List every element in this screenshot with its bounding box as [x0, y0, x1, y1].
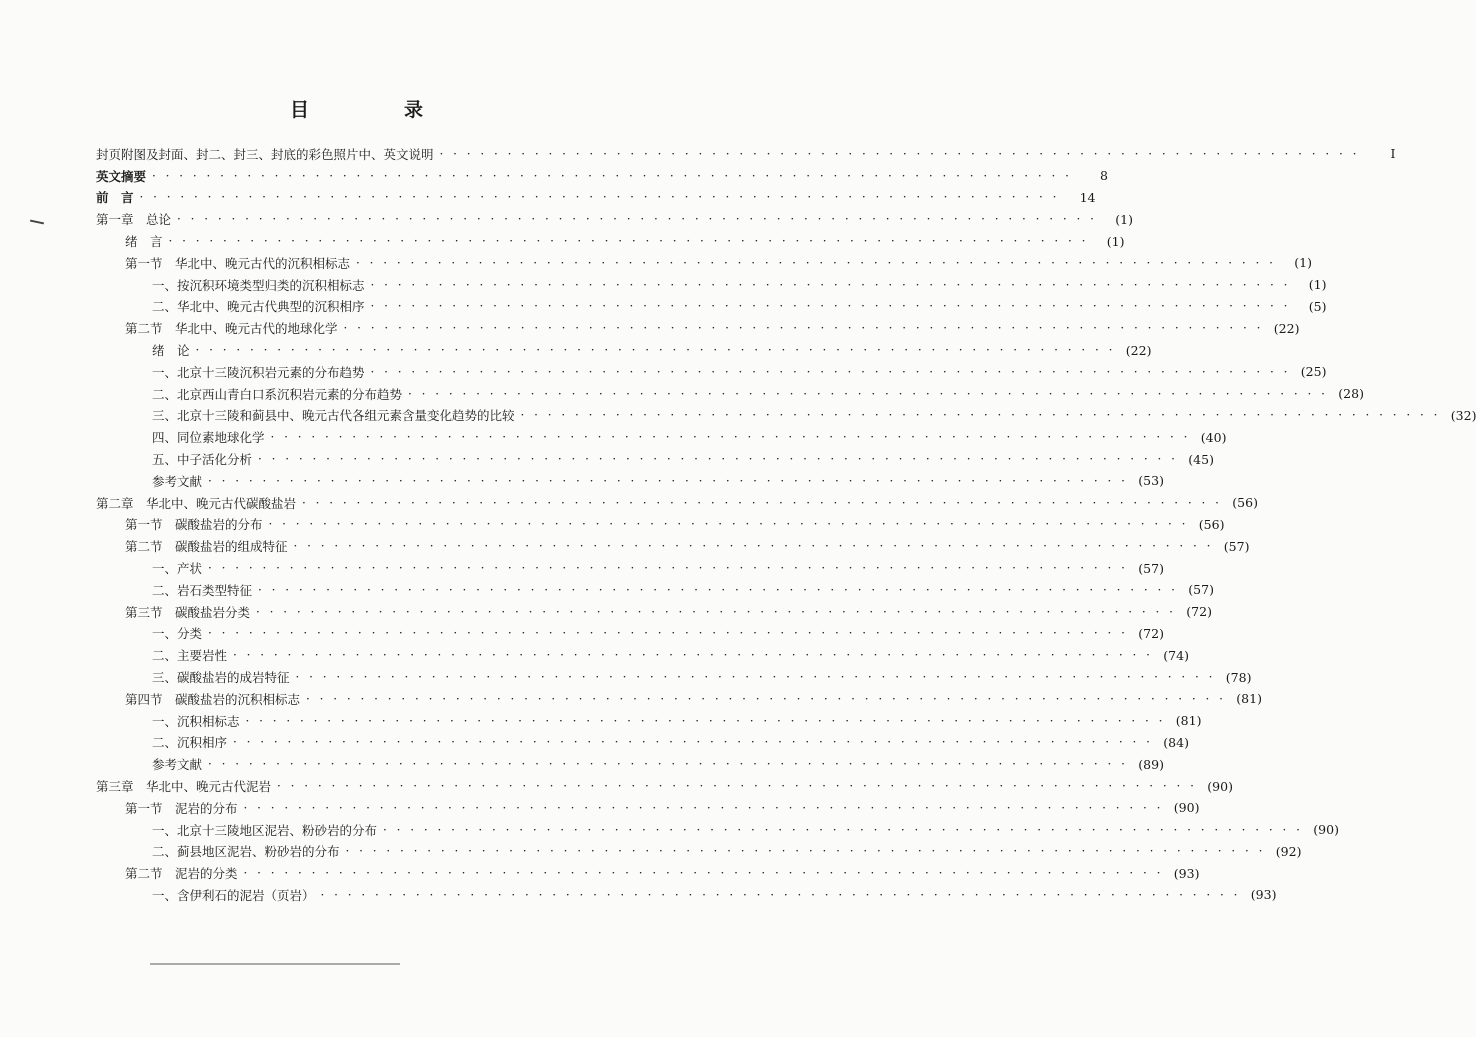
toc-entry-page: (93) — [1173, 865, 1200, 881]
dot-leader: · · · · · · · · · · · · · · · · · · · · · · · · · · · · · · · · · · · · · · · · · · · · · · · · · · · · · · · · · · · · · · · · · · · · — [343, 321, 1264, 336]
toc-entry — [96, 339, 1152, 361]
dot-leader: · · · · · · · · · · · · · · · · · · · · · · · · · · · · · · · · · · · · · · · · · · · · · · · · · · · · · · · · · · · · · · · · · · · · — [258, 452, 1178, 467]
dot-leader: · · · · · · · · · · · · · · · · · · · · · · · · · · · · · · · · · · · · · · · · · · · · · · · · · · · · · · · · · · · · · · · · · · · · — [320, 887, 1241, 902]
dot-leader: · · · · · · · · · · · · · · · · · · · · · · · · · · · · · · · · · · · · · · · · · · · · · · · · · · · · · · · · · · · · · · · · · · · · — [383, 822, 1303, 837]
toc-entry — [96, 208, 1133, 230]
toc-entry-page: (81) — [1236, 691, 1262, 707]
toc-entry-label: 二、华北中、晚元古代典型的沉积相序 — [152, 299, 365, 315]
toc-entry-label: 一、北京十三陵沉积岩元素的分布趋势 — [152, 364, 365, 380]
dot-leader: · · · · · · · · · · · · · · · · · · · · · · · · · · · · · · · · · · · · · · · · · · · · · · · · · · · · · · · · · · · · · · · · · · · · — [208, 626, 1128, 641]
toc-entry-label: 三、北京十三陵和蓟县中、晚元古代各组元素含量变化趋势的比较 — [152, 408, 515, 424]
dot-leader: · · · · · · · · · · · · · · · · · · · · · · · · · · · · · · · · · · · · · · · · · · · · · · · · · · · · · · · · · · · · · · · · · · · · — [306, 691, 1226, 706]
dot-leader: · · · · · · · · · · · · · · · · · · · · · · · · · · · · · · · · · · · · · · · · · · · · · · · · · · · · · · · · · · · · · · · · · · · · — [233, 735, 1153, 750]
toc-entry — [96, 688, 1262, 710]
toc-entry — [96, 819, 1339, 841]
dot-leader: · · · · · · · · · · · · · · · · · · · · · · · · · · · · · · · · · · · · · · · · · · · · · · · · · · · · · · · · · · · · · · · · · · · · — [195, 343, 1116, 358]
toc-entry — [96, 361, 1327, 383]
toc-entry — [96, 514, 1225, 536]
dot-leader: · · · · · · · · · · · · · · · · · · · · · · · · · · · · · · · · · · · · · · · · · · · · · · · · · · · · · · · · · · · · · · · · · · · · — [208, 757, 1128, 772]
toc-entry-label: 第三节 碳酸盐岩分类 — [125, 604, 251, 620]
toc-entry-label: 二、沉积相序 — [152, 735, 228, 751]
toc-entry — [96, 448, 1214, 470]
toc-entry — [96, 732, 1189, 754]
toc-entry-label: 第二节 华北中、晚元古代的地球化学 — [125, 321, 338, 337]
toc-entry-label: 第一节 泥岩的分布 — [125, 800, 238, 816]
toc-entry — [96, 187, 1096, 209]
toc-entry — [96, 230, 1125, 252]
toc-entry — [96, 841, 1302, 863]
dot-leader: · · · · · · · · · · · · · · · · · · · · · · · · · · · · · · · · · · · · · · · · · · · · · · · · · · · · · · · · · · · · · · · · · · · · — [439, 146, 1360, 161]
toc-entry — [96, 470, 1164, 492]
toc-entry-page: (90) — [1207, 778, 1233, 794]
toc-entry — [96, 492, 1258, 514]
toc-entry — [96, 710, 1202, 732]
toc-entry-label: 一、北京十三陵地区泥岩、粉砂岩的分布 — [152, 822, 378, 838]
dot-leader: · · · · · · · · · · · · · · · · · · · · · · · · · · · · · · · · · · · · · · · · · · · · · · · · · · · · · · · · · · · · · · · · · · · · — [356, 255, 1276, 270]
toc-entry-page: (40) — [1200, 429, 1227, 445]
toc-entry-page: (57) — [1188, 582, 1214, 598]
dot-leader: · · · · · · · · · · · · · · · · · · · · · · · · · · · · · · · · · · · · · · · · · · · · · · · · · · · · · · · · · · · · · · · · · · · · — [295, 670, 1216, 685]
toc-entry — [96, 143, 1396, 165]
toc-entry-page: (32) — [1450, 407, 1476, 423]
toc-entry-page: (56) — [1198, 516, 1225, 532]
toc-entry-page: (89) — [1138, 756, 1164, 772]
toc-entry — [96, 666, 1252, 688]
toc-entry-label: 绪 论 — [152, 343, 190, 359]
toc-entry-page: (57) — [1138, 560, 1164, 576]
toc-entry-label: 参考文献 — [152, 473, 203, 489]
toc-entry-label: 参考文献 — [152, 757, 203, 773]
dot-leader: · · · · · · · · · · · · · · · · · · · · · · · · · · · · · · · · · · · · · · · · · · · · · · · · · · · · · · · · · · · · · · · · · · · · — [168, 234, 1089, 249]
toc-entry-label: 五、中子活化分析 — [152, 452, 253, 468]
toc-entry-page: (1) — [1308, 277, 1327, 293]
toc-entry-label: 第四节 碳酸盐岩的沉积相标志 — [125, 691, 301, 707]
dot-leader: · · · · · · · · · · · · · · · · · · · · · · · · · · · · · · · · · · · · · · · · · · · · · · · · · · · · · · · · · · · · · · · · · · · · — [243, 866, 1164, 881]
toc-entry-page: (81) — [1175, 713, 1202, 729]
toc-entry — [96, 383, 1364, 405]
toc-entry-label: 一、按沉积环境类型归类的沉积相标志 — [152, 277, 365, 293]
toc-entry — [96, 623, 1164, 645]
toc-entry — [96, 753, 1164, 775]
toc-entry — [96, 862, 1200, 884]
toc-entry-label: 三、碳酸盐岩的成岩特征 — [152, 670, 290, 686]
toc-entry-label: 一、含伊利石的泥岩（页岩） — [152, 887, 315, 903]
toc-entry-page: I — [1390, 146, 1396, 162]
dot-leader: · · · · · · · · · · · · · · · · · · · · · · · · · · · · · · · · · · · · · · · · · · · · · · · · · · · · · · · · · · · · · · · · · · · · — [243, 800, 1164, 815]
toc-entry-label: 第一节 碳酸盐岩的分布 — [125, 517, 263, 533]
toc-entry — [96, 274, 1327, 296]
toc-entry — [96, 775, 1233, 797]
toc-entry-label: 一、沉积相标志 — [152, 713, 240, 729]
dot-leader: · · · · · · · · · · · · · · · · · · · · · · · · · · · · · · · · · · · · · · · · · · · · · · · · · · · · · · · · · · · · · · · · · · · · — [370, 364, 1291, 379]
toc-entry-label: 四、同位素地球化学 — [152, 430, 265, 446]
toc-entry — [96, 797, 1200, 819]
toc-entry-page: (92) — [1275, 843, 1302, 859]
dot-leader: · · · · · · · · · · · · · · · · · · · · · · · · · · · · · · · · · · · · · · · · · · · · · · · · · · · · · · · · · · · · · · · · · · · · — [256, 604, 1176, 619]
toc-entry — [96, 252, 1312, 274]
dot-leader: · · · · · · · · · · · · · · · · · · · · · · · · · · · · · · · · · · · · · · · · · · · · · · · · · · · · · · · · · · · · · · · · · · · · — [270, 430, 1191, 445]
toc-entry-label: 第一节 华北中、晚元古代的沉积相标志 — [125, 255, 351, 271]
dot-leader: · · · · · · · · · · · · · · · · · · · · · · · · · · · · · · · · · · · · · · · · · · · · · · · · · · · · · · · · · · · · · · · · · · · · — [277, 779, 1197, 793]
toc-entry-page: (5) — [1308, 298, 1327, 314]
toc-entry-page: 14 — [1079, 189, 1096, 205]
toc-entry-page: 8 — [1100, 168, 1108, 184]
dot-leader: · · · · · · · · · · · · · · · · · · · · · · · · · · · · · · · · · · · · · · · · · · · · · · · · · · · · · · · · · · · · · · · · · · · · — [233, 648, 1153, 663]
dot-leader: · · · · · · · · · · · · · · · · · · · · · · · · · · · · · · · · · · · · · · · · · · · · · · · · · · · · · · · · · · · · · · · · · · · · — [408, 386, 1328, 401]
toc-entry-page: (1) — [1115, 211, 1133, 227]
dot-leader: · · · · · · · · · · · · · · · · · · · · · · · · · · · · · · · · · · · · · · · · · · · · · · · · · · · · · · · · · · · · · · · · · · · · — [152, 168, 1072, 183]
dot-leader: · · · · · · · · · · · · · · · · · · · · · · · · · · · · · · · · · · · · · · · · · · · · · · · · · · · · · · · · · · · · · · · · · · · · — [245, 713, 1166, 728]
toc-entry — [96, 405, 1476, 427]
toc-entry-page: (90) — [1313, 822, 1339, 838]
toc-entry-page: (74) — [1163, 647, 1189, 663]
dot-leader: · · · · · · · · · · · · · · · · · · · · · · · · · · · · · · · · · · · · · · · · · · · · · · · · · · · · · · · · · · · · · · · · · · · · — [293, 539, 1214, 554]
toc-entry — [96, 296, 1327, 318]
toc-entry-page: (53) — [1138, 473, 1164, 489]
toc-entry — [96, 557, 1164, 579]
toc-entry-page: (78) — [1225, 669, 1252, 685]
toc-entry-page: (22) — [1273, 320, 1300, 336]
toc-entry-page: (57) — [1223, 538, 1250, 554]
dot-leader: · · · · · · · · · · · · · · · · · · · · · · · · · · · · · · · · · · · · · · · · · · · · · · · · · · · · · · · · · · · · · · · · · · · · — [370, 299, 1291, 314]
toc-entry-label: 第一章 总论 — [96, 212, 172, 228]
page-title: 目 录 — [289, 99, 461, 121]
dot-leader: · · · · · · · · · · · · · · · · · · · · · · · · · · · · · · · · · · · · · · · · · · · · · · · · · · · · · · · · · · · · · · · · · · · · — [268, 517, 1189, 532]
toc-entry — [96, 601, 1212, 623]
toc-entry-label: 英文摘要 — [96, 168, 147, 184]
toc-entry — [96, 317, 1300, 339]
scan-mark — [30, 220, 44, 225]
toc-entry-page: (90) — [1173, 800, 1200, 816]
dot-leader: · · · · · · · · · · · · · · · · · · · · · · · · · · · · · · · · · · · · · · · · · · · · · · · · · · · · · · · · · · · · · · · · · · · · — [520, 408, 1441, 423]
toc-entry — [96, 426, 1227, 448]
toc-entry-page: (84) — [1163, 734, 1189, 750]
dot-leader: · · · · · · · · · · · · · · · · · · · · · · · · · · · · · · · · · · · · · · · · · · · · · · · · · · · · · · · · · · · · · · · · · · · · — [302, 495, 1222, 510]
toc-entry-label: 二、蓟县地区泥岩、粉砂岩的分布 — [152, 844, 340, 860]
toc-entry-label: 第二节 碳酸盐岩的组成特征 — [125, 539, 288, 555]
dot-leader: · · · · · · · · · · · · · · · · · · · · · · · · · · · · · · · · · · · · · · · · · · · · · · · · · · · · · · · · · · · · · · · · · · · · — [177, 212, 1097, 227]
toc-entry-page: (93) — [1250, 887, 1277, 903]
toc-entry-page: (28) — [1338, 386, 1364, 402]
dot-leader: · · · · · · · · · · · · · · · · · · · · · · · · · · · · · · · · · · · · · · · · · · · · · · · · · · · · · · · · · · · · · · · · · · · · — [370, 277, 1291, 292]
toc-entry-label: 第二章 华北中、晚元古代碳酸盐岩 — [96, 495, 297, 511]
toc-entry-page: (45) — [1188, 451, 1214, 467]
toc-entry-label: 一、产状 — [152, 561, 203, 577]
toc-entry-label: 封页附图及封面、封二、封三、封底的彩色照片中、英文说明 — [96, 146, 434, 162]
toc-entry-page: (1) — [1294, 255, 1312, 271]
dot-leader: · · · · · · · · · · · · · · · · · · · · · · · · · · · · · · · · · · · · · · · · · · · · · · · · · · · · · · · · · · · · · · · · · · · · — [258, 582, 1178, 597]
toc-entry-label: 第三章 华北中、晚元古代泥岩 — [96, 779, 272, 794]
toc-entry-label: 二、北京西山青白口系沉积岩元素的分布趋势 — [152, 386, 403, 402]
toc-entry-page: (56) — [1232, 495, 1258, 511]
toc-entry-page: (72) — [1186, 604, 1212, 620]
toc-entry — [96, 884, 1277, 906]
toc-entry-page: (1) — [1106, 233, 1125, 249]
dot-leader: · · · · · · · · · · · · · · · · · · · · · · · · · · · · · · · · · · · · · · · · · · · · · · · · · · · · · · · · · · · · · · · · · · · · — [345, 844, 1266, 859]
toc-entry-page: (22) — [1125, 342, 1152, 358]
toc-entry-label: 一、分类 — [152, 626, 203, 642]
toc-entry — [96, 579, 1214, 601]
toc-entry-page: (25) — [1300, 364, 1327, 380]
toc-entry-label: 绪 言 — [125, 234, 163, 250]
toc-entry — [96, 644, 1189, 666]
toc-entry — [96, 165, 1108, 187]
toc-entry-label: 二、岩石类型特征 — [152, 582, 253, 598]
dot-leader: · · · · · · · · · · · · · · · · · · · · · · · · · · · · · · · · · · · · · · · · · · · · · · · · · · · · · · · · · · · · · · · · · · · · — [208, 561, 1128, 576]
scan-line — [150, 963, 400, 965]
toc-entry-label: 二、主要岩性 — [152, 648, 228, 664]
dot-leader: · · · · · · · · · · · · · · · · · · · · · · · · · · · · · · · · · · · · · · · · · · · · · · · · · · · · · · · · · · · · · · · · · · · · — [208, 473, 1128, 488]
toc-entry — [96, 535, 1250, 557]
toc-entry-label: 第二节 泥岩的分类 — [125, 866, 238, 882]
table-of-contents — [96, 143, 1476, 906]
toc-entry-label: 前 言 — [96, 190, 134, 206]
dot-leader: · · · · · · · · · · · · · · · · · · · · · · · · · · · · · · · · · · · · · · · · · · · · · · · · · · · · · · · · · · · · · · · · · · · · — [139, 190, 1060, 205]
toc-entry-page: (72) — [1138, 625, 1164, 641]
